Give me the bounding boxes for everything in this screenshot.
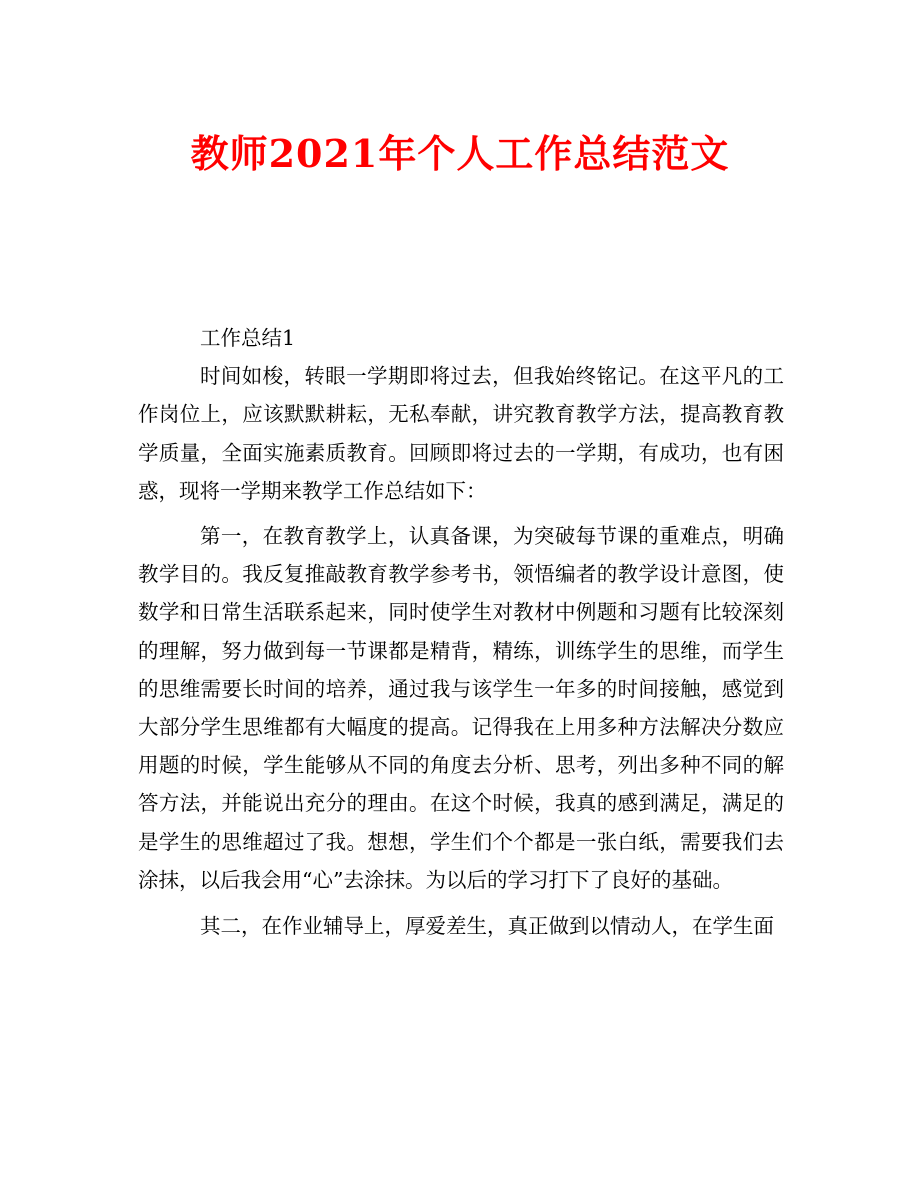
paragraph-second: 其二，在作业辅导上，厚爱差生，真正做到以情动人，在学生面 — [200, 914, 774, 939]
document-body — [138, 319, 784, 945]
section-heading: 工作总结1 — [200, 326, 296, 350]
paragraph-intro: 时间如梭，转眼一学期即将过去，但我始终铭记。在这平凡的工作岗位上，应该默默耕耘，无私奉献，讲究教育教学方法，提高教育教学质量，全面实施素质教育。回顾即将过去的一学期，有成功，也有困惑，现将一学期来教学工作总结如下： — [138, 364, 784, 503]
document-title: 教师2021年个人工作总结范文 — [190, 131, 730, 176]
paragraph-first: 第一，在教育教学上，认真备课，为突破每节课的重难点，明确教学目的。我反复推敲教育教学参考书，领悟编者的教学设计意图，使数学和日常生活联系起来，同时使学生对教材中例题和习题有比较深刻的理解，努力做到每一节课都是精背，精练，训练学生的思维，而学生的思维需要长时间的培养，通过我与该学生一年多的时间接触，感觉到大部分学生思维都有大幅度的提高。记得我在上用多种方法解决分数应用题的时候，学生能够从不同的角度去分析、思考，列出多种不同的解答方法，并能说出充分的理由。在这个时候，我真的感到满足，满足的是学生的思维超过了我。想想，学生们个个都是一张白纸，需要我们去涂抹，以后我会用“心”去涂抹。为以后的学习打下了良好的基础。 — [138, 524, 784, 892]
